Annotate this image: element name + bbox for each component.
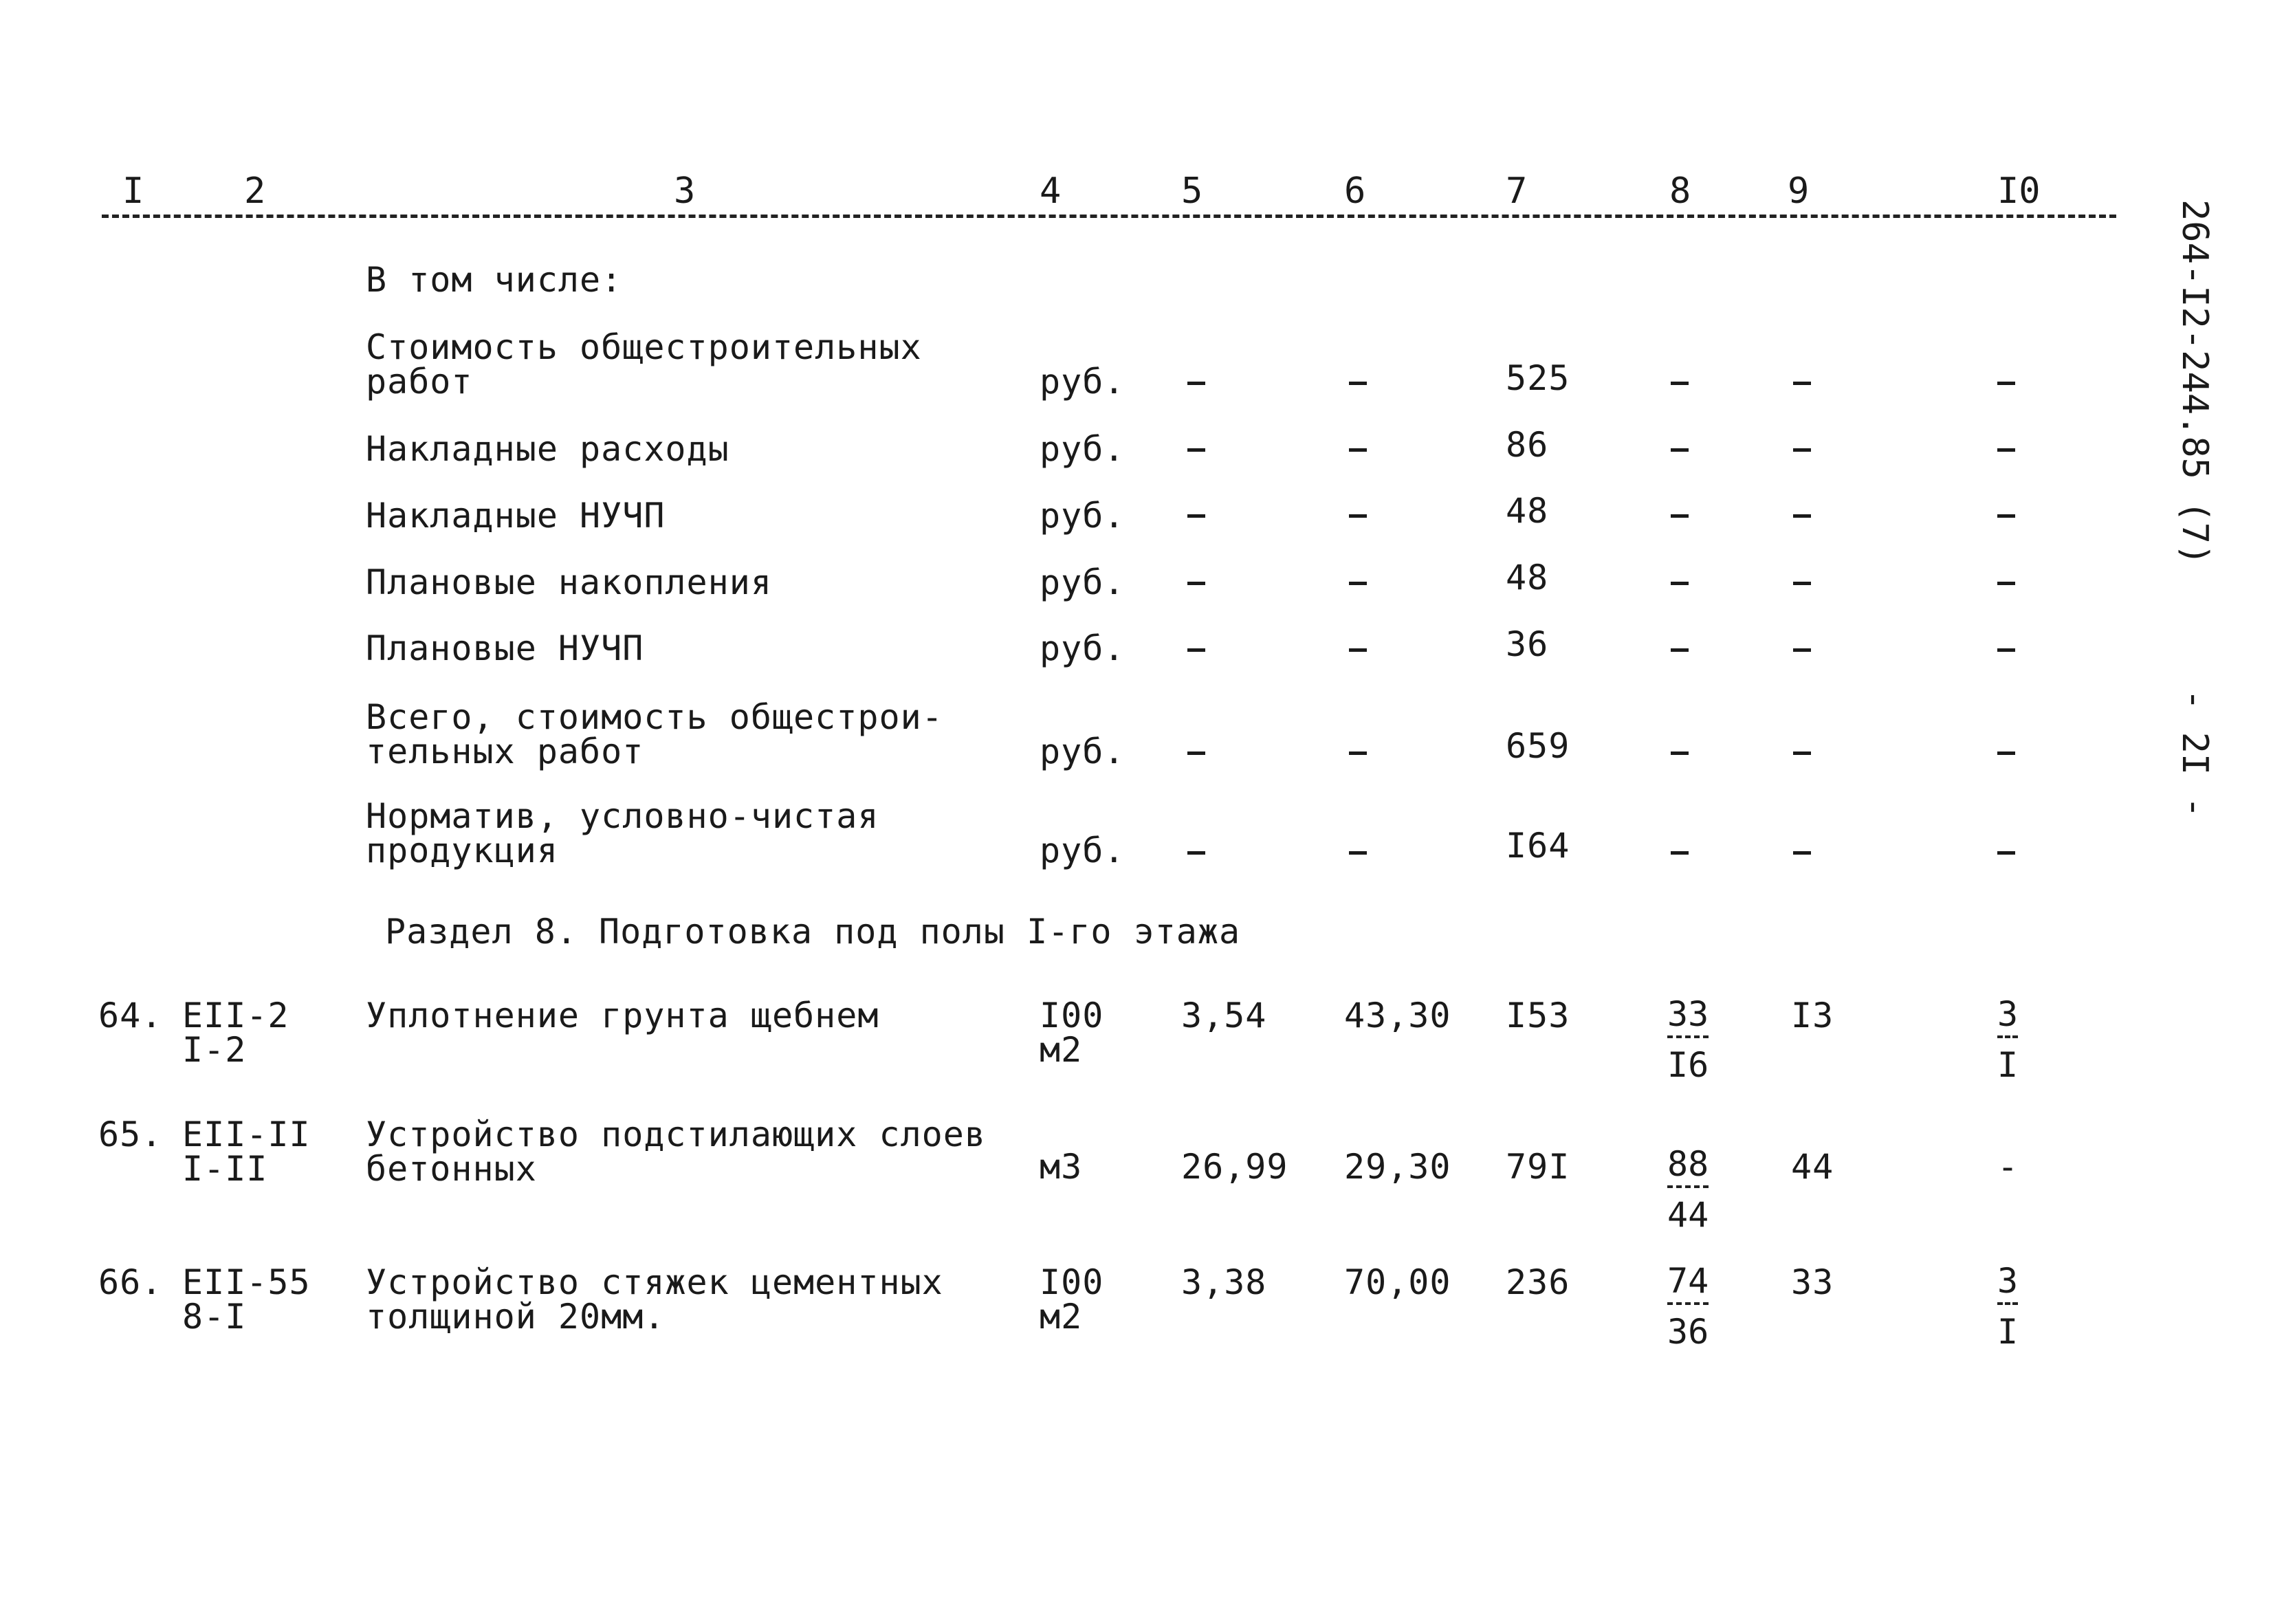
column-10-value: - bbox=[1997, 1147, 2019, 1187]
wage-numerator: 88 bbox=[1667, 1147, 1709, 1188]
cost-row-unit: руб. bbox=[1040, 429, 1125, 469]
empty-cell-dash bbox=[1349, 448, 1367, 452]
quantity: 26,99 bbox=[1181, 1147, 1288, 1187]
empty-cell-dash bbox=[1671, 851, 1689, 855]
column-9-value: 33 bbox=[1791, 1262, 1834, 1302]
column-10-numerator: 3 bbox=[1997, 1264, 2018, 1305]
norm-code-sub: 8-I bbox=[182, 1297, 247, 1337]
row-number: 66. bbox=[98, 1262, 163, 1302]
cost-row-name-cont: продукция bbox=[366, 831, 558, 870]
norm-code: ЕII-2 bbox=[182, 996, 289, 1035]
column-header-5: 5 bbox=[1181, 171, 1203, 212]
cost-row-value: 86 bbox=[1506, 425, 1549, 465]
norm-code-sub: I-2 bbox=[182, 1030, 247, 1070]
column-header-9: 9 bbox=[1788, 171, 1810, 212]
empty-cell-dash bbox=[1997, 514, 2015, 518]
cost-row-name: Всего, стоимость общестрои- bbox=[366, 697, 943, 737]
column-header-4: 4 bbox=[1040, 171, 1062, 212]
work-name: Устройство подстилающих слоев bbox=[366, 1115, 986, 1154]
empty-cell-dash bbox=[1187, 382, 1205, 385]
empty-cell-dash bbox=[1349, 751, 1367, 755]
work-name: Устройство стяжек цементных bbox=[366, 1262, 943, 1302]
document-code: 264-I2-244.85 (7) bbox=[2174, 199, 2215, 566]
total-cost: 79I bbox=[1506, 1147, 1570, 1187]
empty-cell-dash bbox=[1187, 751, 1205, 755]
cost-row-unit: руб. bbox=[1040, 562, 1125, 602]
cost-row-name: Плановые НУЧП bbox=[366, 628, 644, 668]
empty-cell-dash bbox=[1349, 382, 1367, 385]
cost-row-name-cont: работ bbox=[366, 362, 473, 402]
cost-row-value: 659 bbox=[1506, 726, 1570, 766]
empty-cell-dash bbox=[1187, 648, 1205, 652]
wage-fraction bbox=[1667, 1261, 1709, 1352]
norm-code: ЕII-II bbox=[182, 1115, 311, 1154]
cost-row-name: Норматив, условно-чистая bbox=[366, 796, 879, 836]
total-cost: I53 bbox=[1506, 996, 1570, 1035]
empty-cell-dash bbox=[1671, 514, 1689, 518]
work-unit-sub: м2 bbox=[1040, 1030, 1083, 1070]
empty-cell-dash bbox=[1349, 582, 1367, 585]
header-divider bbox=[102, 215, 2116, 218]
empty-cell-dash bbox=[1187, 851, 1205, 855]
column-10-numerator: 3 bbox=[1997, 997, 2018, 1038]
empty-cell-dash bbox=[1997, 448, 2015, 452]
column-10-fraction bbox=[1997, 1261, 2019, 1352]
work-name-cont: бетонных bbox=[366, 1149, 537, 1189]
wage-numerator: 74 bbox=[1667, 1264, 1709, 1305]
norm-code-sub: I-II bbox=[182, 1149, 268, 1189]
empty-cell-dash bbox=[1997, 851, 2015, 855]
column-header-1: I bbox=[122, 171, 144, 212]
cost-row-value: 48 bbox=[1506, 491, 1549, 531]
column-10-denominator: I bbox=[1997, 1045, 2019, 1085]
subheading: В том числе: bbox=[366, 260, 623, 300]
total-cost: 236 bbox=[1506, 1262, 1570, 1302]
cost-row-unit: руб. bbox=[1040, 732, 1125, 771]
empty-cell-dash bbox=[1349, 648, 1367, 652]
empty-cell-dash bbox=[1997, 648, 2015, 652]
empty-cell-dash bbox=[1187, 582, 1205, 585]
page-number: - 2I - bbox=[2174, 689, 2215, 818]
section-title: Раздел 8. Подготовка под полы I-го этажа bbox=[385, 912, 1241, 952]
cost-row-value: 36 bbox=[1506, 624, 1549, 664]
empty-cell-dash bbox=[1187, 514, 1205, 518]
unit-price: 43,30 bbox=[1344, 996, 1451, 1035]
unit-price: 70,00 bbox=[1344, 1262, 1451, 1302]
empty-cell-dash bbox=[1793, 448, 1811, 452]
empty-cell-dash bbox=[1997, 382, 2015, 385]
empty-cell-dash bbox=[1671, 448, 1689, 452]
empty-cell-dash bbox=[1793, 514, 1811, 518]
empty-cell-dash bbox=[1671, 382, 1689, 385]
work-unit: м3 bbox=[1040, 1147, 1083, 1187]
empty-cell-dash bbox=[1793, 382, 1811, 385]
empty-cell-dash bbox=[1671, 751, 1689, 755]
cost-row-name-cont: тельных работ bbox=[366, 732, 644, 771]
wage-fraction bbox=[1667, 994, 1709, 1085]
empty-cell-dash bbox=[1793, 751, 1811, 755]
cost-row-value: 525 bbox=[1506, 358, 1570, 398]
column-9-value: I3 bbox=[1791, 996, 1834, 1035]
wage-denominator: 44 bbox=[1667, 1195, 1709, 1235]
empty-cell-dash bbox=[1793, 851, 1811, 855]
work-unit: I00 bbox=[1040, 1262, 1104, 1302]
empty-cell-dash bbox=[1349, 851, 1367, 855]
row-number: 64. bbox=[98, 996, 163, 1035]
empty-cell-dash bbox=[1187, 448, 1205, 452]
cost-row-name: Накладные расходы bbox=[366, 429, 729, 469]
cost-row-value: I64 bbox=[1506, 826, 1570, 866]
cost-row-unit: руб. bbox=[1040, 496, 1125, 536]
empty-cell-dash bbox=[1793, 582, 1811, 585]
quantity: 3,54 bbox=[1181, 996, 1267, 1035]
cost-row-unit: руб. bbox=[1040, 362, 1125, 402]
work-unit: I00 bbox=[1040, 996, 1104, 1035]
empty-cell-dash bbox=[1349, 514, 1367, 518]
empty-cell-dash bbox=[1793, 648, 1811, 652]
work-name-cont: толщиной 20мм. bbox=[366, 1297, 666, 1337]
column-header-6: 6 bbox=[1344, 171, 1366, 212]
unit-price: 29,30 bbox=[1344, 1147, 1451, 1187]
wage-denominator: 36 bbox=[1667, 1312, 1709, 1352]
cost-row-unit: руб. bbox=[1040, 831, 1125, 870]
cost-row-name: Плановые накопления bbox=[366, 562, 772, 602]
cost-row-name: Стоимость общестроительных bbox=[366, 327, 922, 367]
column-header-10: I0 bbox=[1997, 171, 2041, 212]
column-header-2: 2 bbox=[244, 171, 266, 212]
column-9-value: 44 bbox=[1791, 1147, 1834, 1187]
cost-row-name: Накладные НУЧП bbox=[366, 496, 666, 536]
empty-cell-dash bbox=[1671, 648, 1689, 652]
wage-fraction bbox=[1667, 1144, 1709, 1235]
work-name: Уплотнение грунта щебнем bbox=[366, 996, 879, 1035]
wage-numerator: 33 bbox=[1667, 997, 1709, 1038]
work-unit-sub: м2 bbox=[1040, 1297, 1083, 1337]
quantity: 3,38 bbox=[1181, 1262, 1267, 1302]
column-10-denominator: I bbox=[1997, 1312, 2019, 1352]
column-header-3: 3 bbox=[674, 171, 696, 212]
column-header-8: 8 bbox=[1669, 171, 1691, 212]
cost-row-unit: руб. bbox=[1040, 628, 1125, 668]
empty-cell-dash bbox=[1671, 582, 1689, 585]
norm-code: ЕII-55 bbox=[182, 1262, 311, 1302]
empty-cell-dash bbox=[1997, 582, 2015, 585]
empty-cell-dash bbox=[1997, 751, 2015, 755]
column-header-7: 7 bbox=[1506, 171, 1528, 212]
wage-denominator: I6 bbox=[1667, 1045, 1709, 1085]
row-number: 65. bbox=[98, 1115, 163, 1154]
column-10-fraction bbox=[1997, 994, 2019, 1085]
cost-row-value: 48 bbox=[1506, 558, 1549, 597]
